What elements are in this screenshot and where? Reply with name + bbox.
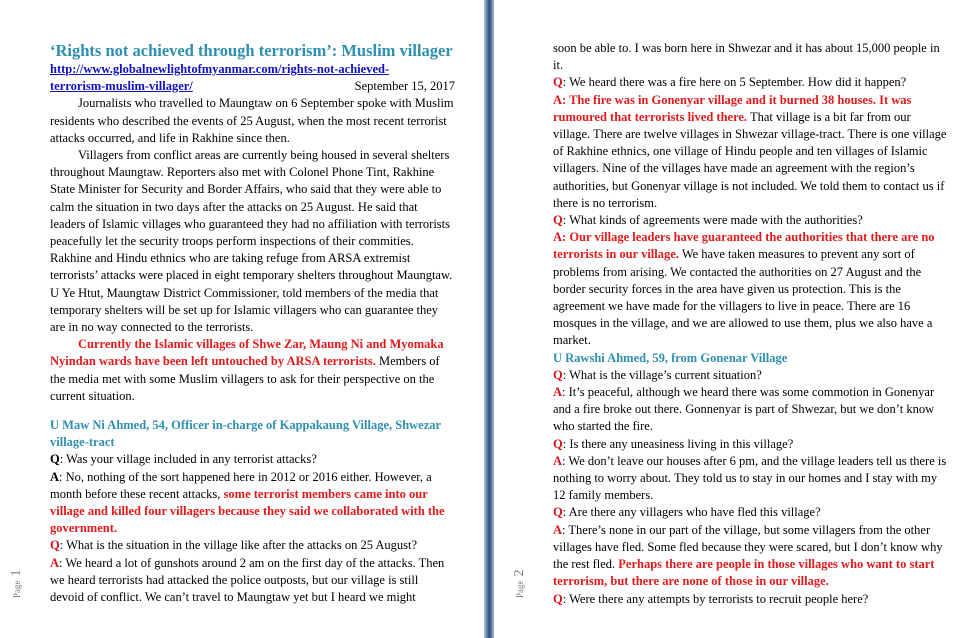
interviewee-heading-2: U Rawshi Ahmed, 59, from Gonenar Village — [553, 350, 788, 365]
answer-2 — [50, 555, 455, 607]
question-label: Q — [553, 505, 563, 520]
page-word: Page — [12, 580, 22, 598]
emphasis-text: : The fire was in Gonenyar village and it burned 38 houses. It was rumoured that terrorists lived there. — [553, 92, 912, 124]
question-label: Q — [50, 452, 60, 467]
question-label: Q — [553, 367, 563, 382]
page-gutter — [484, 0, 494, 638]
answer-label: A — [553, 385, 563, 400]
question-text: : Is there any uneasiness living in this village? — [562, 436, 794, 451]
question-7 — [553, 504, 948, 521]
question-label: Q — [553, 591, 563, 606]
answer-label: A — [553, 92, 563, 107]
question-text: : Are there any villagers who have fled this village? — [562, 505, 821, 520]
question-text: : What kinds of agreements were made with the authorities? — [562, 213, 863, 228]
answer-2-continued: soon be able to. I was born here in Shwezar and it has about 15,000 people in it. — [553, 41, 940, 73]
answer-text: That village is a bit far from our village. There are twelve villages in Shwezar village-tract. There is one village of Rakhine ethnics, one village of Hindu people and ten villages of Islamic villagers. Nine of the villages have made an agreement with the region’s authorities, but Gonenyar village is not included. We told them to contact us if there is no terrorism. — [553, 109, 947, 210]
answer-label: A — [50, 469, 60, 484]
answer-3 — [553, 92, 948, 212]
question-text: : Were there any attempts by terrorists to recruit people here? — [562, 591, 869, 606]
answer-text: We have taken measures to prevent any sort of problems from arising. We contacted the authorities on 27 August and the border security forces in the area have given us protection. This is the agreement we have made for the villagers to live in peace. There are 16 mosques in the village, and we are allowed to use them, plus we also have a market. — [553, 247, 933, 348]
page-1-column — [50, 41, 455, 606]
question-8 — [553, 591, 948, 608]
question-6 — [553, 436, 948, 453]
answer-1 — [50, 469, 455, 538]
answer-text: : It’s peaceful, although we heard there was some commotion in Gonenyar and a fire broke out there. Gonnenyar is part of Shwezar, but we don’t know who started the fire. — [553, 385, 935, 434]
page-2-column — [553, 40, 948, 608]
answer-4 — [553, 229, 948, 349]
answer-text: : No, nothing of the sort happened here in 2012 or 2016 either. However, a month before these recent attacks, — [50, 469, 432, 501]
emphasis-text: Currently the Islamic villages of Shwe Zar, Maung Ni and Myomaka Nyindan wards have been left untouched by ARSA terrorists. — [50, 337, 444, 369]
page-number-value: 2 — [512, 569, 527, 577]
page-number-1 — [7, 570, 25, 599]
answer-label: A — [553, 522, 563, 537]
article-source — [50, 61, 455, 95]
page-word: Page — [515, 580, 525, 598]
answer-label: A — [50, 555, 60, 570]
question-text: : What is the situation in the village like after the attacks on 25 August? — [59, 538, 418, 553]
question-4 — [553, 212, 948, 229]
question-5 — [553, 367, 948, 384]
answer-text: : We heard a lot of gunshots around 2 am on the first day of the attacks. Then we heard terrorists had attacked the police outposts, but our village is still devoid of conflict. We can’t travel to Maungtaw yet but I heard we might — [50, 555, 445, 605]
answer-label: A — [553, 453, 563, 468]
article-url-line-2[interactable]: terrorism-muslim-villager/ — [50, 79, 193, 94]
article-title: ‘Rights not achieved through terrorism’: Muslim villager — [50, 41, 453, 60]
paragraph-shelters: Villagers from conflict areas are currently being housed in several shelters throughout Maungtaw. Reporters also met with Colonel Phone Tint, Rakhine State Minister for Security and Border Affairs, who said that they were able to calm the situation in two days after the attacks on 25 August. He said that leaders of Islamic villages who guaranteed they had no affiliation with terrorists peacefully let the security troops perform inspections of their commities. Rakhine and Hindu ethnics who are taking refuge from ARSA extremist terrorists’ attacks were placed in eight temporary shelters throughout Maungtaw. U Ye Htut, Maungtaw District Commissioner, told members of the media that temporary shelters will be set up for Islamic villagers who can guarantee they are in no way connected to the terrorists. — [50, 148, 453, 335]
question-1 — [50, 451, 455, 468]
page-number-2 — [510, 570, 528, 599]
paragraph-villages — [50, 336, 455, 405]
emphasis-text: some terrorist members came into our village and killed four villagers because they said we collaborated with the government. — [50, 486, 445, 536]
question-label: Q — [553, 436, 563, 451]
question-text: : We heard there was a fire here on 5 September. How did it happen? — [562, 75, 907, 90]
answer-6 — [553, 453, 948, 505]
answer-5 — [553, 384, 948, 436]
paragraph-text: Members of the media met with some Muslim villagers to ask for their perspective on the current situation. — [50, 354, 440, 403]
answer-label: A — [553, 230, 563, 245]
emphasis-text: Perhaps there are people in those villages who want to start terrorism, but there are none of those in our village. — [553, 557, 935, 589]
answer-7 — [553, 522, 948, 591]
document-page-2 — [494, 0, 978, 638]
article-url-line-1[interactable]: http://www.globalnewlightofmyanmar.com/rights-not-achieved- — [50, 62, 390, 76]
answer-text: : We don’t leave our houses after 6 pm, and the village leaders tell us there is nothing to worry about. They told us to stay in our homes and I stay with my 12 family members. — [553, 453, 947, 503]
question-text: : Was your village included in any terrorist attacks? — [59, 452, 317, 467]
question-label: Q — [553, 213, 563, 228]
question-label: Q — [50, 538, 60, 553]
paragraph-intro: Journalists who travelled to Maungtaw on 6 September spoke with Muslim residents who described the events of 25 August, when the most recent terrorist attacks occurred, and life in Rakhine since then. — [50, 96, 454, 145]
document-page-1 — [0, 0, 484, 638]
emphasis-text: : Our village leaders have guaranteed the authorities that there are no terrorists in our village. — [553, 230, 935, 262]
page-number-value: 1 — [9, 569, 24, 577]
interviewee-heading-1: U Maw Ni Ahmed, 54, Officer in-charge of Kappakaung Village, Shwezar village-tract — [50, 418, 441, 450]
question-2 — [50, 537, 455, 554]
question-label: Q — [553, 75, 563, 90]
question-text: : What is the village’s current situation? — [562, 367, 762, 382]
article-date: September 15, 2017 — [354, 79, 455, 94]
question-3 — [553, 74, 948, 91]
answer-text: : There’s none in our part of the village, but some villagers from the other villages have fled. Some fled because they were scared, but I don’t know why the rest fled. — [553, 522, 943, 572]
